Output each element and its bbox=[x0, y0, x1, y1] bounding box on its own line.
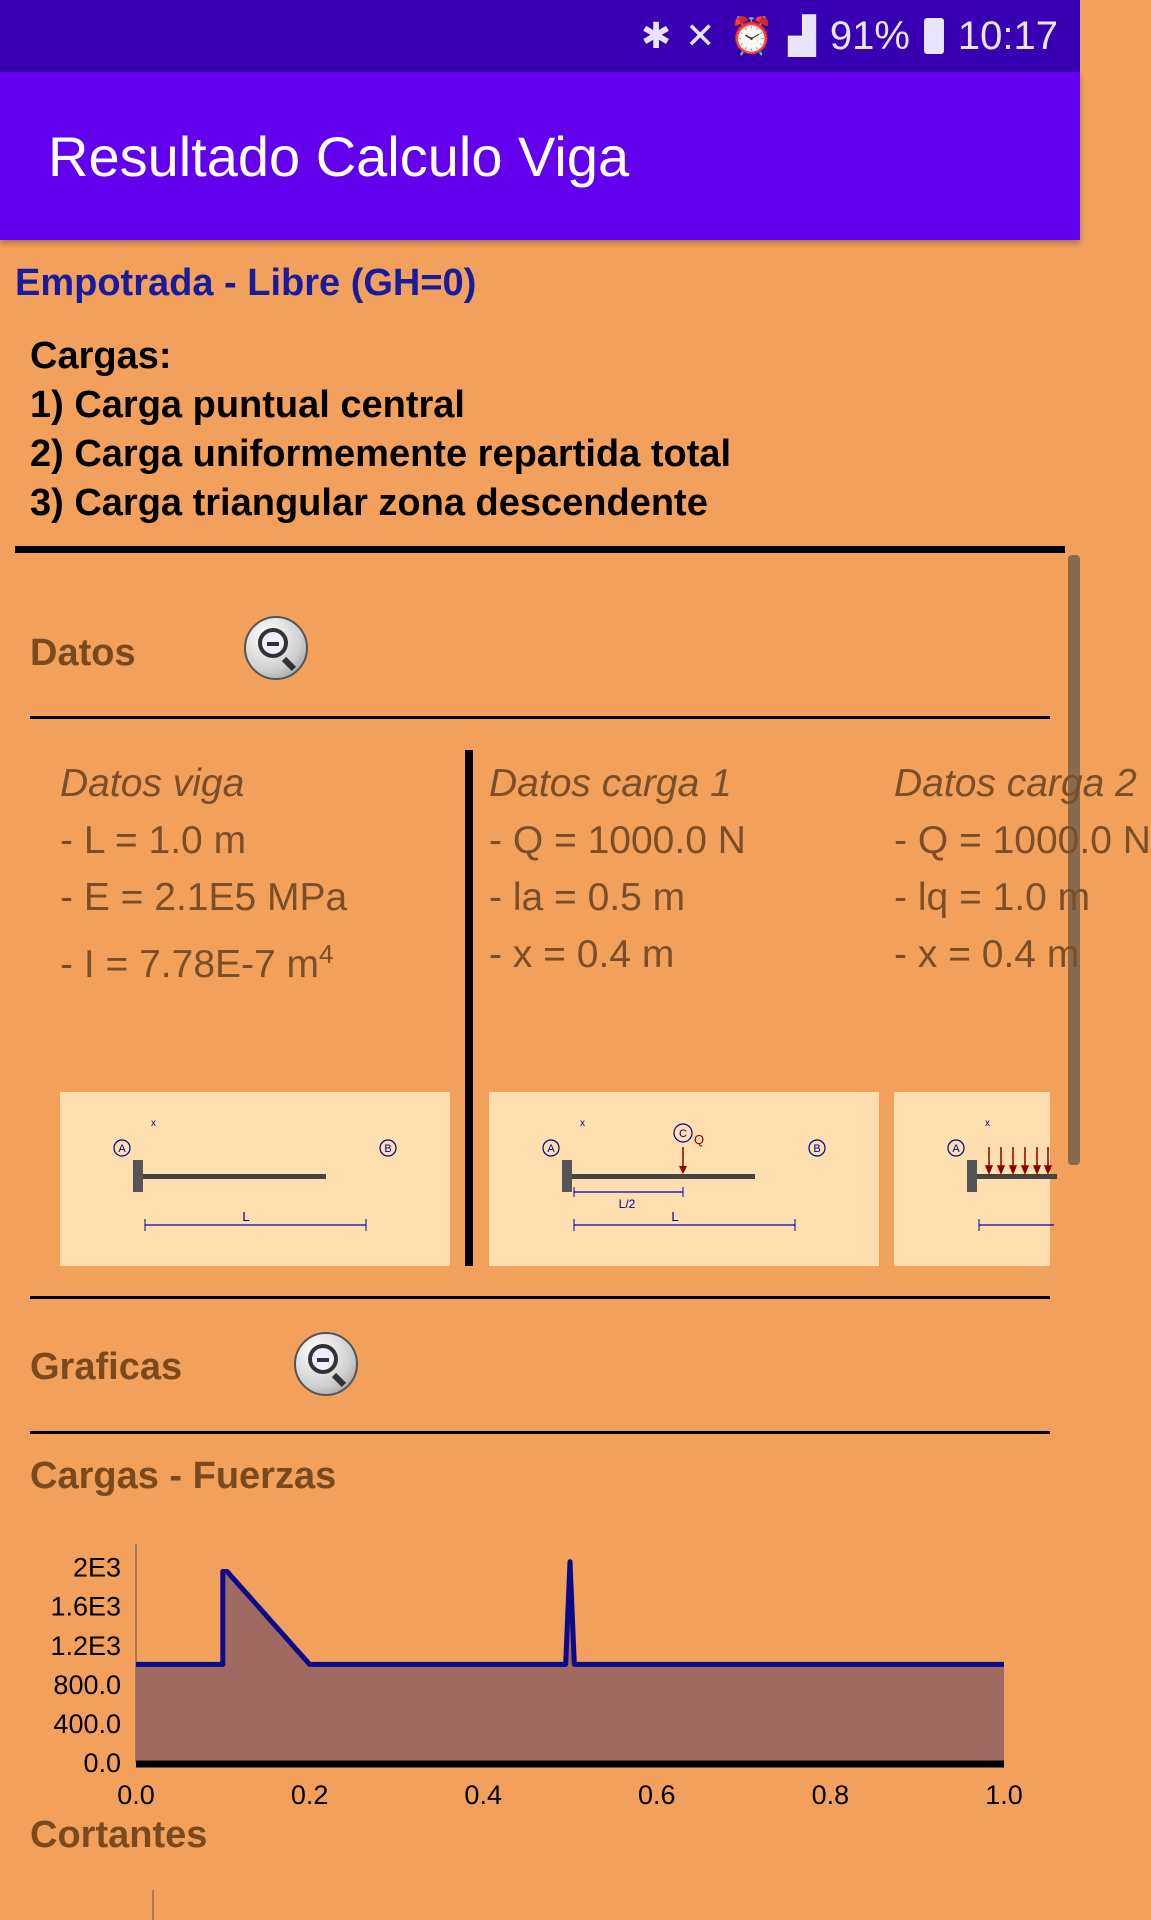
loads-heading: Cargas: bbox=[30, 335, 172, 377]
zoom-out-icon bbox=[308, 1344, 338, 1374]
y-tick-label: 0.0 bbox=[83, 1748, 121, 1778]
loads-chart bbox=[0, 1540, 1080, 1810]
x-tick-label: 0.0 bbox=[117, 1780, 155, 1810]
node-b-label: B bbox=[384, 1143, 392, 1155]
zoom-out-graficas-button[interactable] bbox=[294, 1332, 358, 1396]
distributed-load-arrows bbox=[986, 1147, 1051, 1173]
beam-diagram-svg bbox=[60, 1092, 450, 1266]
node-b-label: B bbox=[813, 1143, 821, 1155]
y-tick-label: 1.2E3 bbox=[50, 1630, 121, 1661]
divider bbox=[30, 1296, 1050, 1299]
distributed-load-diagram bbox=[894, 1092, 1050, 1266]
signal-icon: ▟ bbox=[788, 15, 816, 56]
x-tick-label: 0.4 bbox=[464, 1780, 502, 1810]
load-arrow bbox=[679, 1166, 687, 1174]
x-axis-label: x bbox=[151, 1118, 156, 1129]
load-item: 2) Carga uniformemente repartida total bbox=[30, 433, 732, 475]
datos-line: - lq = 1.0 m bbox=[894, 876, 1091, 919]
chart-title: Cargas - Fuerzas bbox=[30, 1455, 337, 1497]
divider bbox=[15, 546, 1065, 553]
clock: 10:17 bbox=[957, 13, 1058, 58]
length-label: L bbox=[671, 1209, 679, 1224]
graficas-title: Graficas bbox=[30, 1346, 183, 1388]
battery-percent: 91% bbox=[829, 13, 910, 58]
load-item: 1) Carga puntual central bbox=[30, 384, 465, 426]
beam-diagram bbox=[60, 1092, 450, 1266]
datos-line: - Q = 1000.0 N bbox=[489, 819, 746, 862]
datos-line: - L = 1.0 m bbox=[60, 819, 247, 862]
x-axis-label: x bbox=[580, 1118, 585, 1129]
support bbox=[133, 1160, 143, 1192]
y-tick-label: 2E3 bbox=[72, 1552, 121, 1583]
half-length-label: L/2 bbox=[618, 1197, 636, 1211]
bluetooth-icon: ✱ bbox=[640, 15, 672, 56]
battery-icon bbox=[924, 18, 944, 54]
distributed-load-diagram-svg bbox=[894, 1092, 1050, 1266]
x-tick-label: 0.6 bbox=[638, 1780, 676, 1810]
datos-title: Datos bbox=[30, 632, 136, 674]
x-tick-label: 1.0 bbox=[985, 1780, 1023, 1810]
datos-carga-2 bbox=[894, 755, 1151, 983]
page-title: Resultado Calculo Viga bbox=[48, 125, 630, 188]
beam-type: Empotrada - Libre (GH=0) bbox=[15, 262, 477, 304]
datos-carga-1 bbox=[489, 755, 746, 983]
beam bbox=[572, 1174, 755, 1179]
support bbox=[562, 1160, 572, 1192]
datos-carga-heading: Datos carga 1 bbox=[489, 762, 732, 805]
x-tick-label: 0.8 bbox=[811, 1780, 850, 1810]
node-a-label: A bbox=[547, 1143, 555, 1155]
datos-line: - I = 7.78E-7 $m^4$ bbox=[60, 939, 334, 986]
superscript: 4 bbox=[319, 939, 334, 969]
x-tick-label: 0.2 bbox=[290, 1780, 329, 1810]
support bbox=[967, 1160, 977, 1192]
y-tick-label: 1.6E3 bbox=[50, 1591, 121, 1622]
alarm-icon: ⏰ bbox=[729, 15, 775, 56]
datos-carga-heading: Datos carga 2 bbox=[894, 762, 1137, 805]
beam bbox=[143, 1174, 326, 1179]
datos-viga-heading: Datos viga bbox=[60, 762, 245, 805]
divider bbox=[30, 1431, 1050, 1434]
datos-line: - Q = 1000.0 N bbox=[894, 819, 1151, 862]
node-a-label: A bbox=[952, 1143, 960, 1155]
column-separator bbox=[465, 750, 473, 1266]
length-label: L bbox=[242, 1209, 250, 1224]
app-bar bbox=[0, 72, 1080, 240]
datos-line: - x = 0.4 m bbox=[489, 933, 675, 976]
y-tick-label: 400.0 bbox=[53, 1708, 121, 1739]
point-load-diagram bbox=[489, 1092, 879, 1266]
datos-line: - x = 0.4 m bbox=[894, 933, 1080, 976]
y-tick-label: 800.0 bbox=[53, 1669, 121, 1700]
cortantes-title: Cortantes bbox=[30, 1814, 208, 1856]
node-c-label: C bbox=[679, 1128, 687, 1140]
x-axis-label: x bbox=[985, 1118, 990, 1129]
load-q-label: Q bbox=[694, 1132, 705, 1147]
point-load-diagram-svg bbox=[489, 1092, 879, 1266]
datos-viga bbox=[60, 755, 347, 993]
cortantes-chart-partial bbox=[0, 1880, 1080, 1920]
status-bar bbox=[0, 0, 1080, 72]
load-item: 3) Carga triangular zona descendente bbox=[30, 482, 708, 524]
loads-list bbox=[30, 332, 731, 528]
datos-line: - E = 2.1E5 MPa bbox=[60, 876, 348, 919]
divider bbox=[30, 716, 1050, 719]
mute-icon: ✕ bbox=[685, 15, 716, 56]
zoom-out-datos-button[interactable] bbox=[244, 616, 308, 680]
datos-line: - la = 0.5 m bbox=[489, 876, 686, 919]
zoom-out-icon bbox=[258, 628, 288, 658]
datos-scroller[interactable] bbox=[0, 740, 1151, 1280]
node-a-label: A bbox=[118, 1143, 126, 1155]
